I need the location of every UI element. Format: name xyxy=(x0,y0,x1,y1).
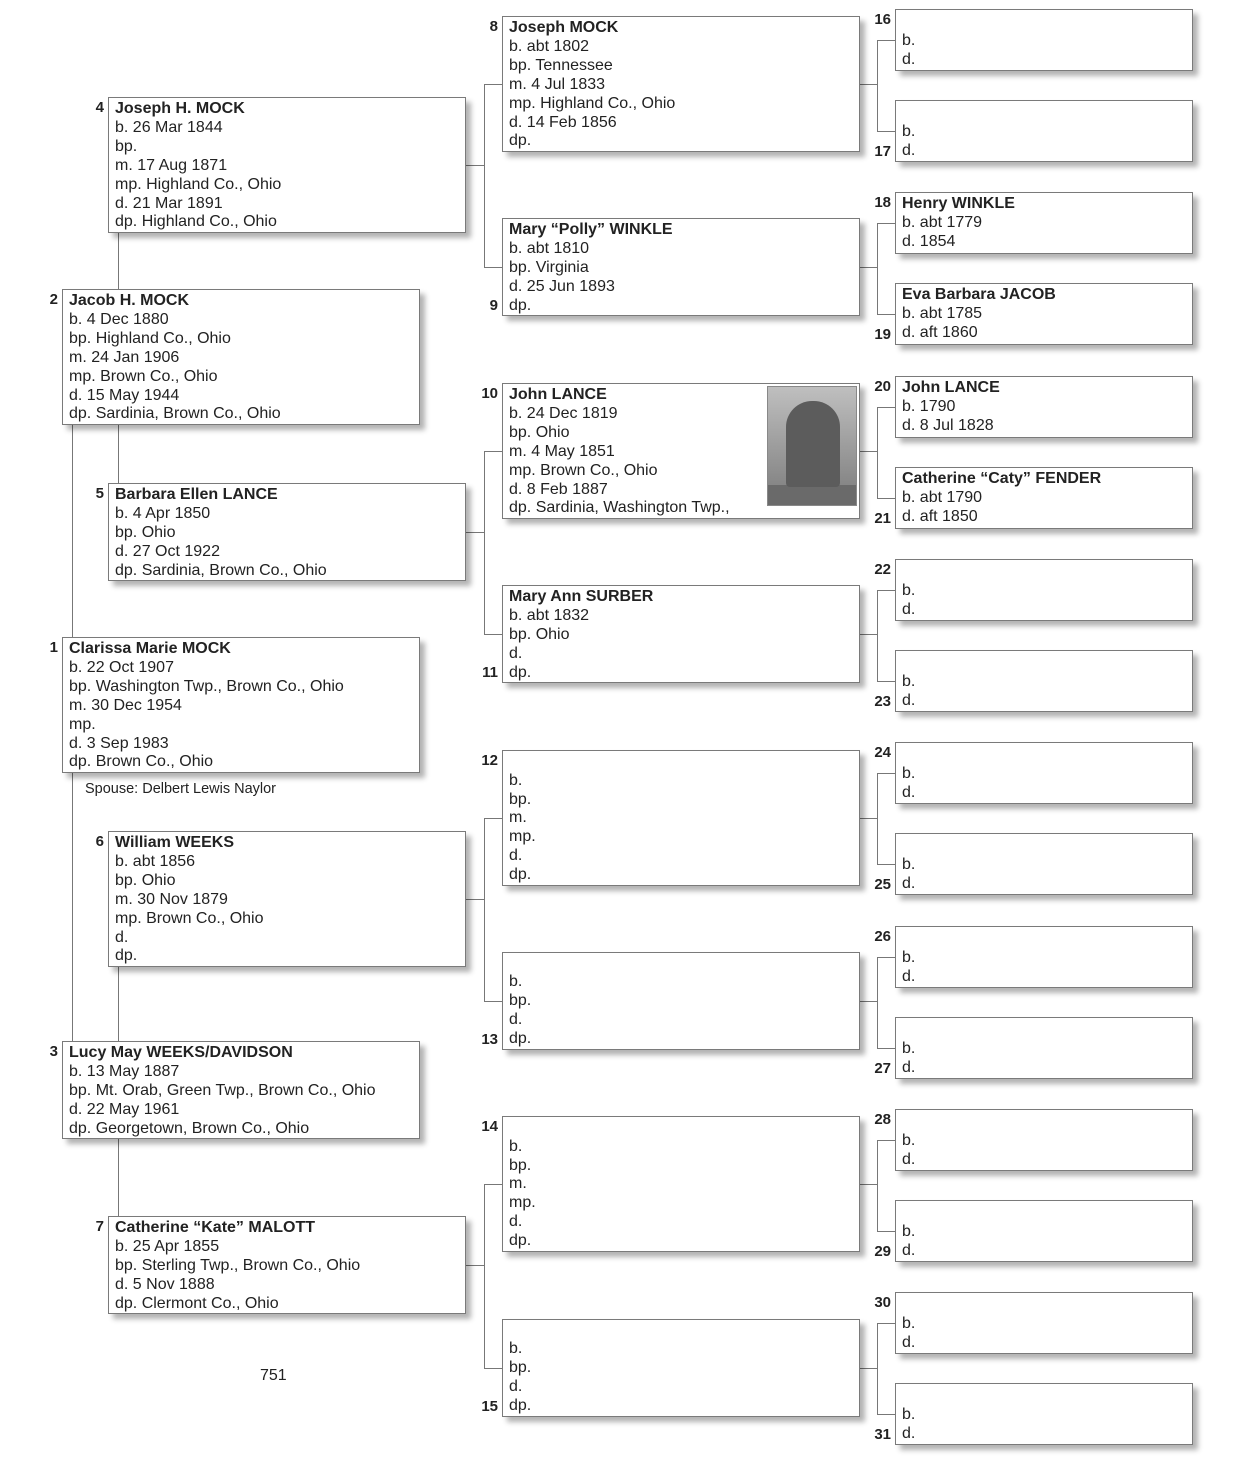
person-name: Joseph H. MOCK xyxy=(115,100,245,117)
person-detail: b. xyxy=(509,973,523,991)
connector-line xyxy=(484,1001,502,1002)
person-detail: b. 13 May 1887 xyxy=(69,1062,180,1080)
person-name: John LANCE xyxy=(902,379,1000,396)
connector-line xyxy=(466,532,484,533)
person-number-26: 26 xyxy=(874,928,891,945)
person-detail: d. 21 Mar 1891 xyxy=(115,194,223,212)
person-detail: b. xyxy=(509,1137,523,1155)
person-number-27: 27 xyxy=(874,1060,891,1077)
connector-line xyxy=(484,1184,485,1368)
person-number-24: 24 xyxy=(874,744,891,761)
person-detail: d. 1854 xyxy=(902,232,956,250)
person-detail: bp. Washington Twp., Brown Co., Ohio xyxy=(69,677,344,695)
connector-line xyxy=(466,1265,484,1266)
person-detail: b. 24 Dec 1819 xyxy=(509,404,618,422)
person-box-29 xyxy=(895,1200,1193,1262)
person-box-5 xyxy=(108,483,466,581)
connector-line xyxy=(484,818,485,1001)
person-detail: mp. Brown Co., Ohio xyxy=(69,367,218,385)
connector-line xyxy=(877,498,895,499)
person-detail: b. xyxy=(902,582,916,600)
person-number-11: 11 xyxy=(482,664,498,681)
person-detail: b. 4 Dec 1880 xyxy=(69,310,169,328)
person-box-22 xyxy=(895,559,1193,621)
person-box-3 xyxy=(62,1041,420,1139)
person-detail: bp. Ohio xyxy=(115,871,176,889)
person-number-15: 15 xyxy=(481,1398,498,1415)
person-detail: b. xyxy=(902,1223,916,1241)
person-detail: b. 22 Oct 1907 xyxy=(69,658,174,676)
person-detail: b. abt 1802 xyxy=(509,37,590,55)
person-detail: d. xyxy=(902,1059,916,1077)
person-detail: m. 17 Aug 1871 xyxy=(115,156,228,174)
person-detail: dp. xyxy=(509,663,532,681)
gravestone-shape xyxy=(786,401,840,487)
person-detail: b. abt 1779 xyxy=(902,213,983,231)
person-name: Mary Ann SURBER xyxy=(509,588,654,605)
connector-line xyxy=(877,681,895,682)
person-detail: b. xyxy=(902,856,916,874)
person-detail: bp. xyxy=(509,992,532,1010)
connector-line xyxy=(118,967,119,1041)
person-box-11 xyxy=(502,585,860,683)
person-detail: bp. Ohio xyxy=(509,423,570,441)
connector-line xyxy=(877,131,895,132)
person-box-24 xyxy=(895,742,1193,804)
person-detail: b. xyxy=(902,1406,916,1424)
person-detail: b. abt 1810 xyxy=(509,239,590,257)
connector-line xyxy=(72,425,73,637)
person-box-17 xyxy=(895,100,1193,162)
person-detail: dp. xyxy=(509,1030,532,1048)
person-detail: d. 3 Sep 1983 xyxy=(69,734,169,752)
person-detail: m. xyxy=(509,1175,527,1193)
person-number-9: 9 xyxy=(489,297,498,314)
connector-line xyxy=(860,634,877,635)
person-detail: b. xyxy=(902,32,916,50)
connector-line xyxy=(877,314,895,315)
gravestone-photo xyxy=(767,386,857,506)
person-detail: mp. Highland Co., Ohio xyxy=(509,94,676,112)
connector-line xyxy=(860,1184,877,1185)
connector-line xyxy=(877,1140,895,1141)
person-detail: dp. xyxy=(509,1232,532,1250)
connector-line xyxy=(484,451,485,634)
person-detail: m. 4 Jul 1833 xyxy=(509,75,606,93)
person-detail: m. 4 May 1851 xyxy=(509,442,615,460)
person-box-9 xyxy=(502,218,860,316)
person-box-30 xyxy=(895,1292,1193,1354)
person-number-31: 31 xyxy=(874,1426,891,1443)
person-detail: bp. Ohio xyxy=(509,625,570,643)
person-name: Jacob H. MOCK xyxy=(69,292,190,309)
person-detail: b. abt 1785 xyxy=(902,304,983,322)
person-detail: b. xyxy=(902,1132,916,1150)
person-detail: bp. Tennessee xyxy=(509,56,613,74)
connector-line xyxy=(877,1140,878,1231)
connector-line xyxy=(484,1368,502,1369)
person-box-27 xyxy=(895,1017,1193,1079)
connector-line xyxy=(877,1323,895,1324)
connector-line xyxy=(877,1048,895,1049)
person-detail: d. xyxy=(509,1011,523,1029)
person-detail: d. 5 Nov 1888 xyxy=(115,1275,215,1293)
person-name: Henry WINKLE xyxy=(902,195,1015,212)
person-detail: d. 14 Feb 1856 xyxy=(509,113,617,131)
connector-line xyxy=(484,84,485,267)
connector-line xyxy=(466,899,484,900)
person-box-28 xyxy=(895,1109,1193,1171)
person-box-15 xyxy=(502,1319,860,1417)
person-box-21 xyxy=(895,467,1193,529)
connector-line xyxy=(484,818,502,819)
person-number-19: 19 xyxy=(874,326,891,343)
person-box-26 xyxy=(895,926,1193,988)
person-number-20: 20 xyxy=(874,378,891,395)
person-detail: d. xyxy=(902,1151,916,1169)
connector-line xyxy=(860,818,877,819)
person-number-4: 4 xyxy=(95,99,104,116)
connector-line xyxy=(484,634,502,635)
person-number-12: 12 xyxy=(481,752,498,769)
person-detail: d. xyxy=(902,968,916,986)
connector-line xyxy=(877,40,895,41)
person-detail: d. 15 May 1944 xyxy=(69,386,180,404)
person-detail: b. xyxy=(902,949,916,967)
connector-line xyxy=(877,223,878,314)
person-box-13 xyxy=(502,952,860,1050)
person-box-8 xyxy=(502,16,860,152)
person-detail: d. 22 May 1961 xyxy=(69,1100,180,1118)
person-name: Catherine “Kate” MALOTT xyxy=(115,1219,316,1236)
person-number-14: 14 xyxy=(481,1118,498,1135)
person-name: Lucy May WEEKS/DAVIDSON xyxy=(69,1044,293,1061)
person-detail: mp. xyxy=(509,828,536,846)
person-box-18 xyxy=(895,192,1193,254)
person-detail: dp. Highland Co., Ohio xyxy=(115,213,277,231)
connector-line xyxy=(484,267,502,268)
person-detail: d. aft 1850 xyxy=(902,507,978,525)
connector-line xyxy=(877,957,878,1048)
person-detail: d. xyxy=(509,1378,523,1396)
person-detail: b. abt 1856 xyxy=(115,852,196,870)
person-detail: d. xyxy=(902,51,916,69)
person-detail: bp. xyxy=(115,137,138,155)
person-number-22: 22 xyxy=(874,561,891,578)
person-box-7 xyxy=(108,1216,466,1314)
page-number: 751 xyxy=(260,1367,287,1384)
person-detail: mp. Brown Co., Ohio xyxy=(115,909,264,927)
person-box-6 xyxy=(108,831,466,967)
person-detail: dp. Georgetown, Brown Co., Ohio xyxy=(69,1119,310,1137)
person-number-7: 7 xyxy=(95,1218,104,1235)
person-number-17: 17 xyxy=(874,143,891,160)
connector-line xyxy=(877,590,878,681)
connector-line xyxy=(466,165,484,166)
person-name: Mary “Polly” WINKLE xyxy=(509,221,673,238)
connector-line xyxy=(118,425,119,483)
connector-line xyxy=(877,1323,878,1414)
person-name: William WEEKS xyxy=(115,834,234,851)
person-detail: dp. Sardinia, Brown Co., Ohio xyxy=(115,561,327,579)
connector-line xyxy=(877,40,878,131)
connector-line xyxy=(877,590,895,591)
person-name: Barbara Ellen LANCE xyxy=(115,486,278,503)
person-detail: bp. Ohio xyxy=(115,523,176,541)
person-detail: d. 8 Jul 1828 xyxy=(902,416,994,434)
person-detail: m. 30 Nov 1879 xyxy=(115,890,228,908)
connector-line xyxy=(484,451,502,452)
person-detail: mp. xyxy=(69,715,96,733)
person-box-12 xyxy=(502,750,860,886)
connector-line xyxy=(860,451,877,452)
connector-line xyxy=(118,1139,119,1216)
connector-line xyxy=(860,1001,877,1002)
person-box-16 xyxy=(895,9,1193,71)
connector-line xyxy=(860,267,877,268)
connector-line xyxy=(877,407,895,408)
connector-line xyxy=(484,84,502,85)
grass-shape xyxy=(768,485,856,505)
person-box-2 xyxy=(62,289,420,425)
person-detail: d. xyxy=(902,875,916,893)
person-number-1: 1 xyxy=(49,639,58,656)
person-detail: bp. Virginia xyxy=(509,258,589,276)
person-number-16: 16 xyxy=(874,11,891,28)
connector-line xyxy=(877,407,878,498)
person-number-30: 30 xyxy=(874,1294,891,1311)
person-detail: d. aft 1860 xyxy=(902,323,978,341)
person-detail: dp. Sardinia, Brown Co., Ohio xyxy=(69,405,281,423)
connector-line xyxy=(860,1368,877,1369)
person-number-29: 29 xyxy=(874,1243,891,1260)
person-detail: bp. xyxy=(509,1156,532,1174)
person-number-6: 6 xyxy=(95,833,104,850)
person-detail: m. xyxy=(509,809,527,827)
person-detail: bp. Highland Co., Ohio xyxy=(69,329,231,347)
person-detail: bp. xyxy=(509,1359,532,1377)
person-detail: mp. Brown Co., Ohio xyxy=(509,461,658,479)
person-detail: d. xyxy=(902,601,916,619)
person-detail: b. xyxy=(902,1315,916,1333)
person-detail: d. xyxy=(902,142,916,160)
person-detail: dp. Brown Co., Ohio xyxy=(69,753,214,771)
connector-line xyxy=(877,957,895,958)
person-detail: d. 27 Oct 1922 xyxy=(115,542,220,560)
person-detail: dp. xyxy=(509,866,532,884)
connector-line xyxy=(877,223,895,224)
person-detail: bp. Sterling Twp., Brown Co., Ohio xyxy=(115,1256,361,1274)
person-detail: dp. xyxy=(509,296,532,314)
person-detail: d. xyxy=(509,644,523,662)
connector-line xyxy=(860,84,877,85)
person-detail: d. xyxy=(902,784,916,802)
person-number-21: 21 xyxy=(874,510,891,527)
person-detail: b. 1790 xyxy=(902,397,956,415)
person-number-8: 8 xyxy=(489,18,498,35)
person-detail: dp. xyxy=(509,1397,532,1415)
connector-line xyxy=(877,1231,895,1232)
person-detail: b. abt 1832 xyxy=(509,606,590,624)
person-number-3: 3 xyxy=(49,1043,58,1060)
connector-line xyxy=(877,864,895,865)
person-box-10 xyxy=(502,383,860,519)
person-detail: b. 25 Apr 1855 xyxy=(115,1237,220,1255)
person-detail: d. xyxy=(902,692,916,710)
person-detail: d. xyxy=(509,847,523,865)
connector-line xyxy=(877,773,895,774)
person-box-25 xyxy=(895,833,1193,895)
person-detail: d. 8 Feb 1887 xyxy=(509,480,608,498)
person-detail: b. xyxy=(509,771,523,789)
person-number-18: 18 xyxy=(874,194,891,211)
person-name: John LANCE xyxy=(509,386,607,403)
person-detail: d. xyxy=(509,1213,523,1231)
person-detail: dp. xyxy=(509,132,532,150)
person-number-10: 10 xyxy=(481,385,498,402)
person-box-4 xyxy=(108,97,466,233)
person-detail: d. xyxy=(902,1242,916,1260)
connector-line xyxy=(118,233,119,289)
person-number-13: 13 xyxy=(481,1031,498,1048)
person-detail: mp. xyxy=(509,1194,536,1212)
person-box-31 xyxy=(895,1383,1193,1445)
person-detail: d. xyxy=(902,1425,916,1443)
connector-line xyxy=(484,1184,502,1185)
person-detail: b. 4 Apr 1850 xyxy=(115,504,211,522)
person-detail: b. abt 1790 xyxy=(902,488,983,506)
person-detail: d. xyxy=(902,1334,916,1352)
person-detail: bp. Mt. Orab, Green Twp., Brown Co., Ohio xyxy=(69,1081,376,1099)
connector-line xyxy=(877,1414,895,1415)
person-number-5: 5 xyxy=(95,485,104,502)
person-number-28: 28 xyxy=(874,1111,891,1128)
person-number-23: 23 xyxy=(874,693,891,710)
person-detail: dp. xyxy=(115,947,138,965)
person-detail: dp. Clermont Co., Ohio xyxy=(115,1294,279,1312)
person-name: Catherine “Caty” FENDER xyxy=(902,470,1102,487)
person-detail: dp. Sardinia, Washington Twp., xyxy=(509,499,730,517)
person-detail: b. xyxy=(902,1040,916,1058)
person-detail: b. xyxy=(902,673,916,691)
person-detail: d. xyxy=(115,928,129,946)
person-number-25: 25 xyxy=(874,876,891,893)
person-detail: b. xyxy=(902,765,916,783)
connector-line xyxy=(72,773,73,1041)
person-detail: b. xyxy=(509,1340,523,1358)
person-detail: b. 26 Mar 1844 xyxy=(115,118,223,136)
person-number-2: 2 xyxy=(49,291,58,308)
connector-line xyxy=(877,773,878,864)
person-box-19 xyxy=(895,283,1193,345)
person-box-20 xyxy=(895,376,1193,438)
person-box-1 xyxy=(62,637,420,773)
person-name: Clarissa Marie MOCK xyxy=(69,640,231,657)
person-name: Joseph MOCK xyxy=(509,19,619,36)
person-detail: b. xyxy=(902,123,916,141)
spouse-note: Spouse: Delbert Lewis Naylor xyxy=(85,781,277,797)
person-detail: bp. xyxy=(509,790,532,808)
person-detail: m. 30 Dec 1954 xyxy=(69,696,182,714)
person-box-23 xyxy=(895,650,1193,712)
person-detail: m. 24 Jan 1906 xyxy=(69,348,180,366)
person-name: Eva Barbara JACOB xyxy=(902,286,1056,303)
person-box-14 xyxy=(502,1116,860,1252)
person-detail: mp. Highland Co., Ohio xyxy=(115,175,282,193)
person-detail: d. 25 Jun 1893 xyxy=(509,277,615,295)
